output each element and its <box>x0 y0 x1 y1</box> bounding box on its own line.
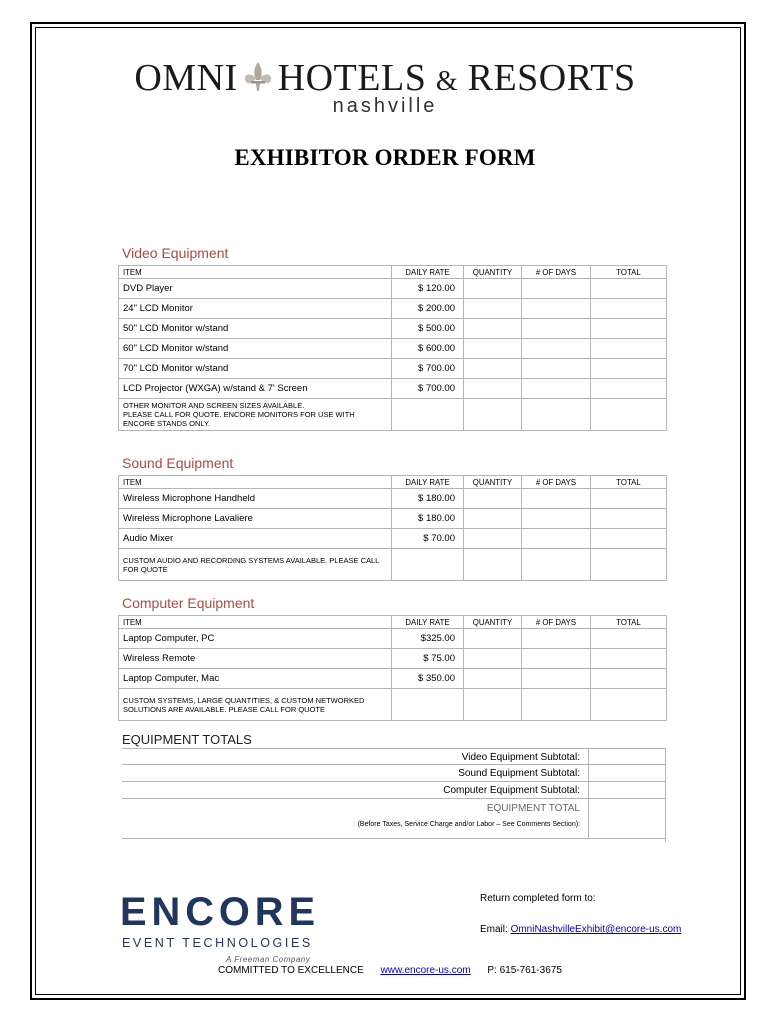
total-field[interactable] <box>591 669 667 689</box>
col-rate-header: DAILY RATE <box>392 616 464 629</box>
total-field[interactable] <box>591 649 667 669</box>
item-name: 24" LCD Monitor <box>119 299 392 319</box>
note-text <box>119 689 392 721</box>
item-rate: $ 75.00 <box>392 649 464 669</box>
empty-cell <box>392 549 464 581</box>
note-line: ENCORE STANDS ONLY. <box>123 419 211 428</box>
equipment-total-note: (Before Taxes, Service Charge and/or Labor – See Comments Section): <box>357 821 580 828</box>
item-rate: $325.00 <box>392 629 464 649</box>
table-note-row <box>119 399 667 431</box>
item-name: Laptop Computer, Mac <box>119 669 392 689</box>
email-link[interactable]: OmniNashvilleExhibit@encore-us.com <box>510 924 682 935</box>
empty-cell <box>522 689 591 721</box>
committed-text: COMMITTED TO EXCELLENCE <box>218 965 364 976</box>
note-line: OTHER MONITOR AND SCREEN SIZES AVAILABLE. <box>123 401 305 410</box>
section-heading-totals: EQUIPMENT TOTALS <box>122 732 252 747</box>
note-line: FOR QUOTE <box>123 564 168 574</box>
days-field[interactable] <box>522 279 591 299</box>
logo-hotels-text: HOTELS <box>277 57 427 99</box>
encore-brand-text: ENCORE <box>120 893 320 934</box>
email-label: Email: <box>480 924 511 935</box>
quantity-field[interactable] <box>464 489 522 509</box>
col-quantity-header: QUANTITY <box>464 266 522 279</box>
note-line: CUSTOM SYSTEMS, LARGE QUANTITIES, & CUSTOM NETWORKED <box>123 695 365 705</box>
table-row <box>119 339 667 359</box>
total-field[interactable] <box>591 489 667 509</box>
table-row <box>119 529 667 549</box>
note-line: PLEASE CALL FOR QUOTE. ENCORE MONITORS FOR USE WITH <box>123 410 355 419</box>
item-name: Wireless Remote <box>119 649 392 669</box>
table-note-row <box>119 689 667 721</box>
section-heading-computer: Computer Equipment <box>122 595 255 611</box>
item-rate: $ 700.00 <box>392 359 464 379</box>
item-name: 60" LCD Monitor w/stand <box>119 339 392 359</box>
days-field[interactable] <box>522 669 591 689</box>
return-instructions: Return completed form to: <box>480 893 596 904</box>
empty-cell <box>591 399 667 431</box>
item-name: Laptop Computer, PC <box>119 629 392 649</box>
fleur-de-lis-icon <box>240 60 276 94</box>
col-quantity-header: QUANTITY <box>464 616 522 629</box>
table-note-row <box>119 549 667 581</box>
note-line: SOLUTIONS ARE AVAILABLE. PLEASE CALL FOR QUOTE <box>123 704 326 714</box>
quantity-field[interactable] <box>464 279 522 299</box>
total-field[interactable] <box>591 359 667 379</box>
days-field[interactable] <box>522 629 591 649</box>
table-row <box>119 629 667 649</box>
empty-cell <box>591 689 667 721</box>
total-field[interactable] <box>591 299 667 319</box>
omni-logo <box>0 56 770 100</box>
quantity-field[interactable] <box>464 629 522 649</box>
note-text <box>119 399 392 431</box>
item-rate: $ 350.00 <box>392 669 464 689</box>
days-field[interactable] <box>522 299 591 319</box>
table-row <box>119 489 667 509</box>
col-days-header: # OF DAYS <box>522 616 591 629</box>
item-rate: $ 500.00 <box>392 319 464 339</box>
encore-tagline: A Freeman Company <box>226 955 311 964</box>
computer-subtotal-label: Computer Equipment Subtotal: <box>443 785 580 796</box>
col-total-header: TOTAL <box>591 616 667 629</box>
col-rate-header: DAILY RATE <box>392 476 464 489</box>
table-row <box>119 359 667 379</box>
days-field[interactable] <box>522 339 591 359</box>
empty-cell <box>591 549 667 581</box>
item-name: Wireless Microphone Handheld <box>119 489 392 509</box>
item-rate: $ 70.00 <box>392 529 464 549</box>
empty-cell <box>522 399 591 431</box>
logo-omni-text: OMNI <box>134 57 238 99</box>
item-rate: $ 120.00 <box>392 279 464 299</box>
table-header-row <box>119 476 667 489</box>
table-row <box>119 509 667 529</box>
item-name: LCD Projector (WXGA) w/stand & 7' Screen <box>119 379 392 399</box>
col-item-header: ITEM <box>119 616 392 629</box>
totals-frame <box>122 748 666 842</box>
logo-city: nashville <box>332 95 438 117</box>
empty-cell <box>464 549 522 581</box>
logo-amp-text: & <box>435 66 459 97</box>
quantity-field[interactable] <box>464 379 522 399</box>
col-quantity-header: QUANTITY <box>464 476 522 489</box>
item-rate: $ 180.00 <box>392 489 464 509</box>
equipment-total-label: EQUIPMENT TOTAL <box>486 803 580 814</box>
table-row <box>119 649 667 669</box>
table-header-row <box>119 616 667 629</box>
website-link[interactable]: www.encore-us.com <box>380 965 471 976</box>
page-title: EXHIBITOR ORDER FORM <box>234 145 536 170</box>
total-field[interactable] <box>591 339 667 359</box>
note-text <box>119 549 392 581</box>
item-rate: $ 600.00 <box>392 339 464 359</box>
col-total-header: TOTAL <box>591 266 667 279</box>
section-heading-sound: Sound Equipment <box>122 455 234 471</box>
item-name: Audio Mixer <box>119 529 392 549</box>
section-heading-video: Video Equipment <box>122 245 229 261</box>
empty-cell <box>522 549 591 581</box>
table-row <box>119 279 667 299</box>
quantity-field[interactable] <box>464 339 522 359</box>
quantity-field[interactable] <box>464 529 522 549</box>
total-field[interactable] <box>591 509 667 529</box>
total-field[interactable] <box>591 279 667 299</box>
col-item-header: ITEM <box>119 476 392 489</box>
days-field[interactable] <box>522 529 591 549</box>
sound-equipment-table <box>118 475 667 581</box>
quantity-field[interactable] <box>464 319 522 339</box>
email-line <box>480 924 681 935</box>
quantity-field[interactable] <box>464 359 522 379</box>
total-field[interactable] <box>591 529 667 549</box>
empty-cell <box>464 399 522 431</box>
table-row <box>119 669 667 689</box>
item-name: Wireless Microphone Lavaliere <box>119 509 392 529</box>
total-field[interactable] <box>591 379 667 399</box>
empty-cell <box>464 689 522 721</box>
total-field[interactable] <box>591 319 667 339</box>
logo-resorts-text: RESORTS <box>467 57 636 99</box>
days-field[interactable] <box>522 319 591 339</box>
sound-subtotal-label: Sound Equipment Subtotal: <box>458 768 580 779</box>
col-days-header: # OF DAYS <box>522 476 591 489</box>
quantity-field[interactable] <box>464 509 522 529</box>
computer-equipment-table <box>118 615 667 721</box>
days-field[interactable] <box>522 359 591 379</box>
item-name: 50" LCD Monitor w/stand <box>119 319 392 339</box>
item-rate: $ 700.00 <box>392 379 464 399</box>
video-equipment-table <box>118 265 667 431</box>
quantity-field[interactable] <box>464 669 522 689</box>
table-row <box>119 299 667 319</box>
total-field[interactable] <box>591 629 667 649</box>
phone-text: P: 615-761-3675 <box>487 965 562 976</box>
item-name: DVD Player <box>119 279 392 299</box>
days-field[interactable] <box>522 489 591 509</box>
days-field[interactable] <box>522 509 591 529</box>
note-line: CUSTOM AUDIO AND RECORDING SYSTEMS AVAILABLE. PLEASE CALL <box>123 555 380 565</box>
item-rate: $ 180.00 <box>392 509 464 529</box>
video-subtotal-label: Video Equipment Subtotal: <box>461 752 580 763</box>
col-days-header: # OF DAYS <box>522 266 591 279</box>
encore-logo <box>120 893 330 963</box>
empty-cell <box>392 399 464 431</box>
quantity-field[interactable] <box>464 649 522 669</box>
encore-subtitle: EVENT TECHNOLOGIES <box>122 936 313 950</box>
days-field[interactable] <box>522 649 591 669</box>
quantity-field[interactable] <box>464 299 522 319</box>
table-header-row <box>119 266 667 279</box>
table-row <box>119 379 667 399</box>
col-total-header: TOTAL <box>591 476 667 489</box>
empty-cell <box>392 689 464 721</box>
col-rate-header: DAILY RATE <box>392 266 464 279</box>
days-field[interactable] <box>522 379 591 399</box>
table-row <box>119 319 667 339</box>
footer-line <box>218 965 576 976</box>
item-name: 70" LCD Monitor w/stand <box>119 359 392 379</box>
item-rate: $ 200.00 <box>392 299 464 319</box>
col-item-header: ITEM <box>119 266 392 279</box>
